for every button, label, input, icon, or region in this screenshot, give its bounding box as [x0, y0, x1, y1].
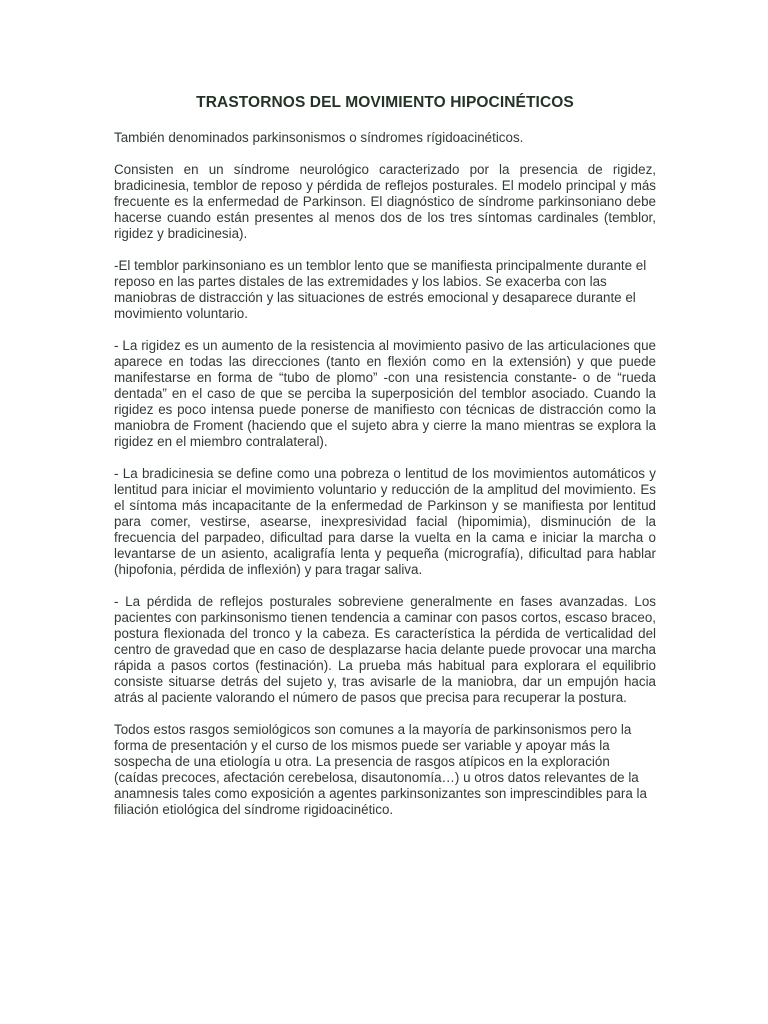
document-title: TRASTORNOS DEL MOVIMIENTO HIPOCINÉTICOS: [196, 94, 574, 111]
paragraph-reflejos-posturales: - La pérdida de reflejos posturales sobreviene generalmente en fases avanzadas. Los pacientes con parkinsonismo tienen tendencia a caminar con pasos cortos, escaso braceo, postura flexionada del tronco y la cabeza. Es característica la pérdida de verticalidad del centro de gravedad que en caso de desplazarse hacia delante puede provocar una marcha rápida a pasos cortos (festinación). La prueba más habitual para explorara el equilibrio consiste situarse detrás del sujeto y, tras avisarle de la maniobra, dar un empujón hacia atrás al paciente valorando el número de pasos que precisa para recuperar la postura.: [114, 594, 656, 705]
paragraph-definition: Consisten en un síndrome neurológico caracterizado por la presencia de rigidez, bradicinesia, temblor de reposo y pérdida de reflejos posturales. El modelo principal y más frecuente es la enfermedad de Parkinson. El diagnóstico de síndrome parkinsoniano debe hacerse cuando están presentes al menos dos de los tres síntomas cardinales (temblor, rigidez y bradicinesia).: [114, 162, 656, 241]
document-body: [114, 94, 656, 834]
paragraph-rigidez: - La rigidez es un aumento de la resistencia al movimiento pasivo de las articulaciones que aparece en todas las direcciones (tanto en flexión como en la extensión) y que puede manifestarse en forma de “tubo de plomo” -con una resistencia constante- o de “rueda dentada” en el caso de que se perciba la superposición del temblor asociado. Cuando la rigidez es poco intensa puede ponerse de manifiesto con técnicas de distracción como la maniobra de Froment (haciendo que el sujeto abra y cierre la mano mientras se explora la rigidez en el miembro contralateral).: [114, 338, 656, 449]
paragraph-temblor: -El temblor parkinsoniano es un temblor lento que se manifiesta principalmente durante el reposo en las partes distales de las extremidades y los labios. Se exacerba con las maniobras de distracción y las situaciones de estrés emocional y desaparece durante el movimiento voluntario.: [114, 258, 647, 321]
paragraph-bradicinesia: - La bradicinesia se define como una pobreza o lentitud de los movimientos automáticos y lentitud para iniciar el movimiento voluntario y reducción de la amplitud del movimiento. Es el síntoma más incapacitante de la enfermedad de Parkinson y se manifiesta por lentitud para comer, vestirse, asearse, inexpresividad facial (hipomimia), disminución de la frecuencia del parpadeo, dificultad para darse la vuelta en la cama e iniciar la marcha o levantarse de un asiento, acaligrafía lenta y pequeña (micrografía), dificultad para hablar (hipofonia, pérdida de inflexión) y para tragar saliva.: [114, 466, 656, 577]
paragraph-intro: También denominados parkinsonismos o síndromes rígidoacinéticos.: [114, 130, 524, 145]
paragraph-conclusion: Todos estos rasgos semiológicos son comunes a la mayoría de parkinsonismos pero la forma de presentación y el curso de los mismos puede ser variable y apoyar más la sospecha de una etiología u otra. La presencia de rasgos atípicos en la exploración (caídas precoces, afectación cerebelosa, disautonomía…) u otros datos relevantes de la anamnesis tales como exposición a agentes parkinsonizantes son imprescindibles para la filiación etiológica del síndrome rigidoacinético.: [114, 722, 647, 817]
